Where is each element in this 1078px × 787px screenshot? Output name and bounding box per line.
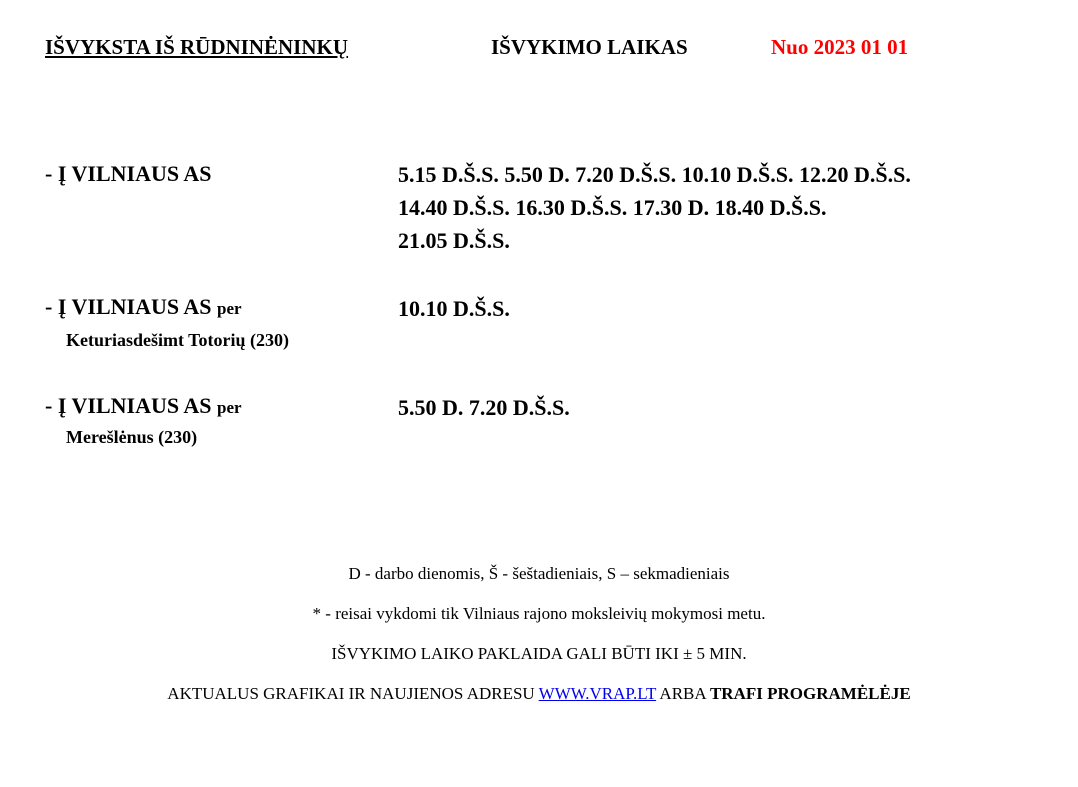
route-3-destination-label: - Į VILNIAUS AS — [45, 393, 212, 418]
header-departure-time: IŠVYKIMO LAIKAS — [491, 35, 688, 59]
route-1-destination-label: - Į VILNIAUS AS — [45, 161, 212, 186]
footer-info — [0, 683, 1078, 705]
route-2-destination — [45, 292, 242, 324]
header-valid-from: Nuo 2023 01 01 — [771, 35, 909, 59]
header-origin: IŠVYKSTA IŠ RŪDNINĖNINKŲ — [45, 35, 349, 59]
footer-info-app: TRAFI PROGRAMĖLĖJE — [709, 684, 911, 703]
route-3-times-line-1: 5.50 D. 7.20 D.Š.S. — [398, 395, 570, 420]
vrap-website-link[interactable]: WWW.VRAP.LT — [538, 684, 657, 703]
route-2-times-line-1: 10.10 D.Š.S. — [398, 296, 510, 321]
route-2-per: per — [216, 299, 242, 318]
footer-tolerance: IŠVYKIMO LAIKO PAKLAIDA GALI BŪTI IKI ± 5 MIN. — [331, 644, 747, 663]
footer-info-prefix: AKTUALUS GRAFIKAI IR NAUJIENOS ADRESU — [167, 684, 535, 703]
route-3-per: per — [216, 398, 242, 417]
route-2-times — [398, 292, 1038, 325]
route-3-via: Merešlėnus (230) — [66, 427, 198, 447]
route-1-times-line-3: 21.05 D.Š.S. — [398, 228, 510, 253]
route-2-via: Keturiasdešimt Totorių (230) — [66, 330, 289, 350]
route-1-times-line-2: 14.40 D.Š.S. 16.30 D.Š.S. 17.30 D. 18.40 D.Š.S. — [398, 195, 827, 220]
route-3-destination — [45, 391, 242, 423]
footer-legend: D - darbo dienomis, Š - šeštadieniais, S – sekmadieniais — [348, 564, 730, 583]
footer-note: * - reisai vykdomi tik Vilniaus rajono moksleivių mokymosi metu. — [312, 604, 766, 623]
footer-info-middle: ARBA — [659, 684, 706, 703]
route-3-times — [398, 391, 1038, 424]
route-2-destination-label: - Į VILNIAUS AS — [45, 294, 212, 319]
route-1-destination — [45, 159, 211, 189]
route-1-times — [398, 158, 1038, 257]
route-1-times-line-1: 5.15 D.Š.S. 5.50 D. 7.20 D.Š.S. 10.10 D.Š.S. 12.20 D.Š.S. — [398, 162, 911, 187]
